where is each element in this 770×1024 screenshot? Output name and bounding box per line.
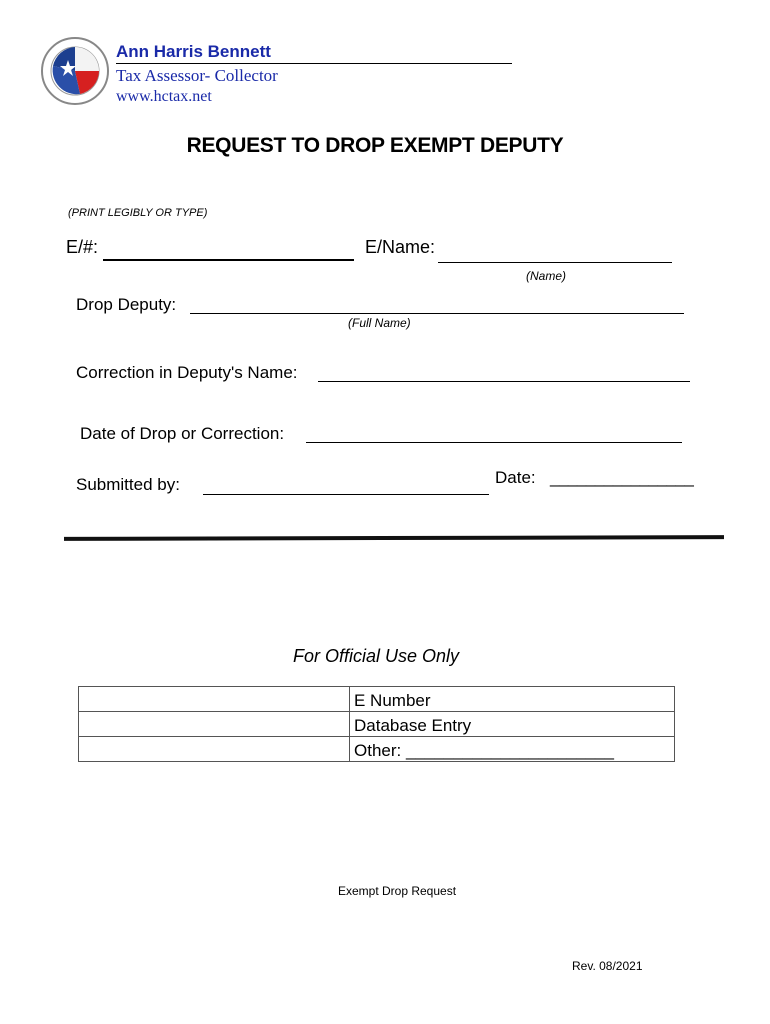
table-cell[interactable] [79, 712, 350, 737]
assessor-name: Ann Harris Bennett [116, 42, 271, 61]
table-cell[interactable] [79, 737, 350, 762]
date-field[interactable]: ________________ [550, 468, 694, 487]
e-name-field[interactable] [438, 262, 672, 263]
official-use-heading: For Official Use Only [293, 646, 460, 666]
date-of-drop-label: Date of Drop or Correction: [80, 424, 285, 443]
table-cell: Database Entry [350, 712, 675, 737]
submitted-by-field[interactable] [203, 494, 489, 495]
table-cell: E Number [350, 687, 675, 712]
e-name-label: E/Name: [365, 237, 436, 257]
date-label: Date: [495, 468, 536, 487]
drop-deputy-label: Drop Deputy: [76, 295, 177, 314]
table-row [79, 687, 675, 712]
form-heading: REQUEST TO DROP EXEMPT DEPUTY [186, 134, 564, 157]
official-use-table [78, 686, 675, 762]
e-name-caption: (Name) [526, 269, 567, 283]
revision-footer: Rev. 08/2021 [572, 959, 643, 973]
print-note: (PRINT LEGIBLY OR TYPE) [68, 207, 208, 219]
table-cell[interactable] [79, 687, 350, 712]
date-of-drop-field[interactable] [306, 442, 682, 443]
form-name-footer: Exempt Drop Request [337, 884, 457, 898]
table-row [79, 712, 675, 737]
correction-field[interactable] [318, 381, 690, 382]
submitted-by-label: Submitted by: [76, 475, 180, 494]
e-number-field[interactable] [103, 259, 354, 261]
seal-icon [40, 36, 110, 106]
table-row [79, 737, 675, 762]
section-divider [64, 535, 724, 541]
table-cell: Other: ______________________ [350, 737, 675, 762]
correction-label: Correction in Deputy's Name: [76, 363, 298, 382]
header-rule [116, 63, 512, 64]
drop-deputy-field[interactable] [190, 313, 684, 314]
website-link[interactable]: www.hctax.net [116, 88, 212, 105]
drop-deputy-caption: (Full Name) [348, 316, 411, 330]
county-seal [40, 36, 110, 106]
e-number-label: E/#: [66, 237, 99, 257]
assessor-title: Tax Assessor- Collector [116, 66, 278, 85]
